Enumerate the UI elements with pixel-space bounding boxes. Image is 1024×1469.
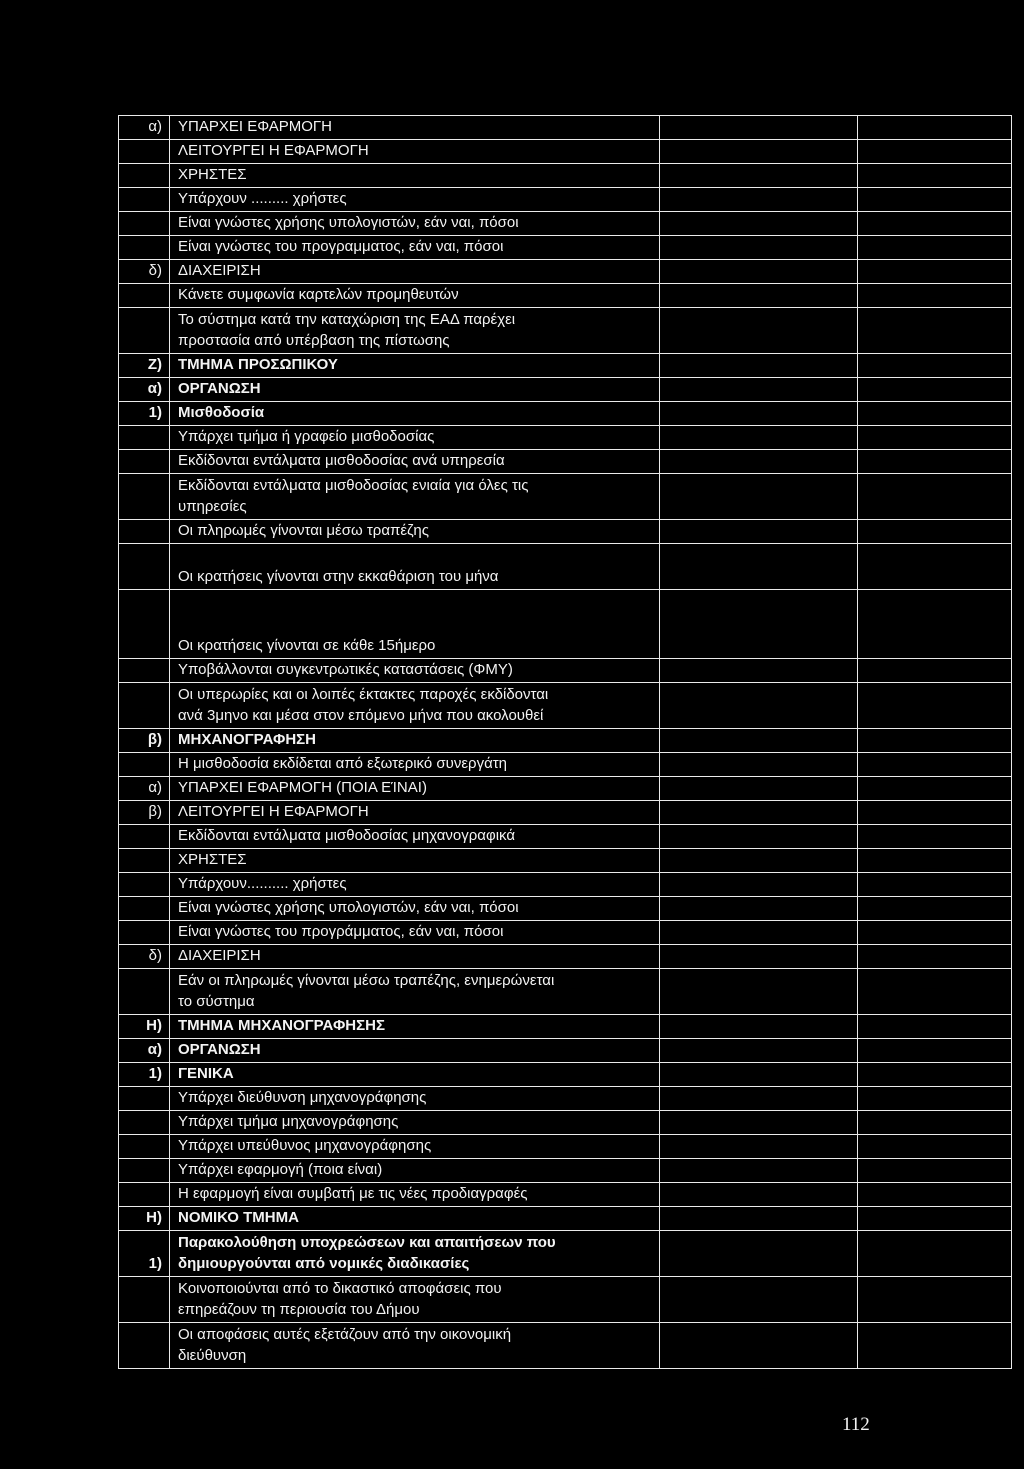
row-text bbox=[170, 474, 660, 519]
row-text-line: Οι κρατήσεις γίνονται σε κάθε 15ήμερο bbox=[178, 637, 436, 654]
row-text-line: Οι πληρωμές γίνονται μέσω τραπέζης bbox=[178, 522, 429, 539]
answer-cell bbox=[660, 260, 858, 283]
section-heading-row bbox=[119, 1063, 1011, 1087]
section-heading-row bbox=[119, 1207, 1011, 1231]
remarks-cell bbox=[858, 1111, 1011, 1134]
row-label: α) bbox=[119, 777, 170, 800]
row-text-line: προστασία από υπέρβαση της πίστωσης bbox=[178, 332, 450, 349]
row-text-line: Η μισθοδοσία εκδίδεται από εξωτερικό συνεργάτη bbox=[178, 755, 508, 772]
remarks-cell bbox=[858, 308, 1011, 353]
row-text-line: Είναι γνώστες του προγράμματος, εάν ναι, πόσοι bbox=[178, 923, 504, 940]
row-text-line: ΧΡΗΣΤΕΣ bbox=[178, 851, 247, 868]
row-text-line: δημιουργούνται από νομικές διαδικασίες bbox=[178, 1255, 470, 1272]
row-label: α) bbox=[119, 116, 170, 139]
answer-cell bbox=[660, 590, 858, 658]
row-text bbox=[170, 284, 660, 307]
answer-cell bbox=[660, 921, 858, 944]
answer-cell bbox=[660, 116, 858, 139]
row-label bbox=[119, 544, 170, 589]
remarks-cell bbox=[858, 729, 1011, 752]
answer-cell bbox=[660, 777, 858, 800]
answer-cell bbox=[660, 1087, 858, 1110]
table-row bbox=[119, 426, 1011, 450]
remarks-cell bbox=[858, 849, 1011, 872]
row-text-line: ΔΙΑΧΕΙΡΙΣΗ bbox=[178, 262, 261, 279]
remarks-cell bbox=[858, 140, 1011, 163]
remarks-cell bbox=[858, 426, 1011, 449]
answer-cell bbox=[660, 825, 858, 848]
row-label bbox=[119, 188, 170, 211]
table-row bbox=[119, 1087, 1011, 1111]
table-row bbox=[119, 1111, 1011, 1135]
row-label: α) bbox=[119, 378, 170, 401]
remarks-cell bbox=[858, 1087, 1011, 1110]
row-text-line: Κοινοποιούνται από το δικαστικό αποφάσεις που bbox=[178, 1280, 502, 1297]
remarks-cell bbox=[858, 212, 1011, 235]
answer-cell bbox=[660, 873, 858, 896]
remarks-cell bbox=[858, 354, 1011, 377]
section-heading-row bbox=[119, 729, 1011, 753]
row-text bbox=[170, 659, 660, 682]
row-text bbox=[170, 1111, 660, 1134]
answer-cell bbox=[660, 1183, 858, 1206]
row-text bbox=[170, 450, 660, 473]
row-text bbox=[170, 590, 660, 658]
row-label: 1) bbox=[119, 1063, 170, 1086]
row-text bbox=[170, 897, 660, 920]
row-label bbox=[119, 873, 170, 896]
table-row bbox=[119, 260, 1011, 284]
table-row bbox=[119, 1159, 1011, 1183]
row-label: Η) bbox=[119, 1207, 170, 1230]
table-row bbox=[119, 450, 1011, 474]
page-number: 112 bbox=[842, 1414, 870, 1435]
remarks-cell bbox=[858, 945, 1011, 968]
row-text bbox=[170, 236, 660, 259]
row-label bbox=[119, 897, 170, 920]
row-label bbox=[119, 236, 170, 259]
row-text bbox=[170, 729, 660, 752]
row-text bbox=[170, 1135, 660, 1158]
row-text-line: ΜΗΧΑΝΟΓΡΑΦΗΣΗ bbox=[178, 731, 316, 748]
table-row bbox=[119, 683, 1011, 729]
row-label bbox=[119, 520, 170, 543]
row-text-line: ΔΙΑΧΕΙΡΙΣΗ bbox=[178, 947, 261, 964]
remarks-cell bbox=[858, 683, 1011, 728]
remarks-cell bbox=[858, 1323, 1011, 1368]
remarks-cell bbox=[858, 544, 1011, 589]
table-row bbox=[119, 1323, 1011, 1369]
row-text bbox=[170, 777, 660, 800]
table-row bbox=[119, 897, 1011, 921]
remarks-cell bbox=[858, 1015, 1011, 1038]
remarks-cell bbox=[858, 1039, 1011, 1062]
answer-cell bbox=[660, 683, 858, 728]
row-label bbox=[119, 1183, 170, 1206]
row-text-line: Υπάρχει υπεύθυνος μηχανογράφησης bbox=[178, 1137, 432, 1154]
row-text-line: Είναι γνώστες του προγραμματος, εάν ναι, πόσοι bbox=[178, 238, 504, 255]
row-label bbox=[119, 969, 170, 1014]
answer-cell bbox=[660, 1159, 858, 1182]
remarks-cell bbox=[858, 1183, 1011, 1206]
remarks-cell bbox=[858, 260, 1011, 283]
answer-cell bbox=[660, 474, 858, 519]
row-text bbox=[170, 1039, 660, 1062]
row-label bbox=[119, 683, 170, 728]
table-row bbox=[119, 544, 1011, 590]
row-text-line: Οι κρατήσεις γίνονται στην εκκαθάριση του μήνα bbox=[178, 568, 499, 585]
row-text-line: επηρεάζουν τη περιουσία του Δήμου bbox=[178, 1301, 420, 1318]
row-text-line: υπηρεσίες bbox=[178, 498, 247, 515]
row-text-line: Κάνετε συμφωνία καρτελών προμηθευτών bbox=[178, 286, 459, 303]
row-label bbox=[119, 1277, 170, 1322]
row-text-line: Παρακολούθηση υποχρεώσεων και απαιτήσεων που bbox=[178, 1234, 556, 1251]
remarks-cell bbox=[858, 1207, 1011, 1230]
row-label bbox=[119, 284, 170, 307]
answer-cell bbox=[660, 1135, 858, 1158]
remarks-cell bbox=[858, 1063, 1011, 1086]
table-row bbox=[119, 1277, 1011, 1323]
section-heading-row bbox=[119, 1039, 1011, 1063]
table-row bbox=[119, 777, 1011, 801]
section-heading-row bbox=[119, 354, 1011, 378]
row-text bbox=[170, 544, 660, 589]
section-heading-row bbox=[119, 1015, 1011, 1039]
remarks-cell bbox=[858, 753, 1011, 776]
remarks-cell bbox=[858, 520, 1011, 543]
remarks-cell bbox=[858, 1159, 1011, 1182]
row-text-line: ανά 3μηνο και μέσα στον επόμενο μήνα που ακολουθεί bbox=[178, 707, 544, 724]
row-label bbox=[119, 825, 170, 848]
row-text bbox=[170, 308, 660, 353]
remarks-cell bbox=[858, 236, 1011, 259]
remarks-cell bbox=[858, 969, 1011, 1014]
section-heading-row bbox=[119, 378, 1011, 402]
row-text bbox=[170, 164, 660, 187]
table-row bbox=[119, 236, 1011, 260]
row-text bbox=[170, 140, 660, 163]
row-label bbox=[119, 450, 170, 473]
answer-cell bbox=[660, 1231, 858, 1276]
row-label bbox=[119, 1323, 170, 1368]
row-text-line: διεύθυνση bbox=[178, 1347, 247, 1364]
row-text bbox=[170, 801, 660, 824]
row-text-line: Οι υπερωρίες και οι λοιπές έκτακτες παροχές εκδίδονται bbox=[178, 686, 549, 703]
row-label: 1) bbox=[119, 1231, 170, 1276]
table-row bbox=[119, 590, 1011, 659]
table-row bbox=[119, 520, 1011, 544]
row-text-line: Υπάρχουν ......... χρήστες bbox=[178, 190, 347, 207]
row-text bbox=[170, 260, 660, 283]
row-text bbox=[170, 520, 660, 543]
row-text bbox=[170, 426, 660, 449]
answer-cell bbox=[660, 849, 858, 872]
row-label bbox=[119, 1135, 170, 1158]
remarks-cell bbox=[858, 284, 1011, 307]
row-text-line: ΤΜΗΜΑ ΠΡΟΣΩΠΙΚΟΥ bbox=[178, 356, 338, 373]
row-text-line: ΛΕΙΤΟΥΡΓΕΙ Η ΕΦΑΡΜΟΓΗ bbox=[178, 142, 369, 159]
row-text bbox=[170, 1015, 660, 1038]
row-label: δ) bbox=[119, 260, 170, 283]
remarks-cell bbox=[858, 659, 1011, 682]
row-text bbox=[170, 212, 660, 235]
remarks-cell bbox=[858, 777, 1011, 800]
remarks-cell bbox=[858, 1231, 1011, 1276]
answer-cell bbox=[660, 544, 858, 589]
row-label bbox=[119, 212, 170, 235]
table-row bbox=[119, 921, 1011, 945]
answer-cell bbox=[660, 801, 858, 824]
row-text-line: Το σύστημα κατά την καταχώριση της ΕΑΔ παρέχει bbox=[178, 311, 516, 328]
row-label bbox=[119, 590, 170, 658]
row-label: 1) bbox=[119, 402, 170, 425]
row-label: α) bbox=[119, 1039, 170, 1062]
row-text bbox=[170, 1063, 660, 1086]
table-row bbox=[119, 1183, 1011, 1207]
table-row bbox=[119, 284, 1011, 308]
answer-cell bbox=[660, 140, 858, 163]
answer-cell bbox=[660, 284, 858, 307]
answer-cell bbox=[660, 1207, 858, 1230]
answer-cell bbox=[660, 945, 858, 968]
remarks-cell bbox=[858, 897, 1011, 920]
row-text-line: ΧΡΗΣΤΕΣ bbox=[178, 166, 247, 183]
row-text bbox=[170, 116, 660, 139]
remarks-cell bbox=[858, 921, 1011, 944]
answer-cell bbox=[660, 1015, 858, 1038]
row-text bbox=[170, 354, 660, 377]
remarks-cell bbox=[858, 116, 1011, 139]
row-text-line: Οι αποφάσεις αυτές εξετάζουν από την οικονομική bbox=[178, 1326, 512, 1343]
table-row bbox=[119, 116, 1011, 140]
answer-cell bbox=[660, 1277, 858, 1322]
row-text bbox=[170, 945, 660, 968]
row-text bbox=[170, 1323, 660, 1368]
table-row bbox=[119, 1135, 1011, 1159]
row-text bbox=[170, 1231, 660, 1276]
row-text-line: Υπάρχει τμήμα μηχανογράφησης bbox=[178, 1113, 399, 1130]
answer-cell bbox=[660, 378, 858, 401]
answer-cell bbox=[660, 969, 858, 1014]
table-row bbox=[119, 873, 1011, 897]
remarks-cell bbox=[858, 1277, 1011, 1322]
row-text-line: Υποβάλλονται συγκεντρωτικές καταστάσεις (ΦΜΥ) bbox=[178, 661, 513, 678]
answer-cell bbox=[660, 520, 858, 543]
row-text-line: Υπάρχει διεύθυνση μηχανογράφησης bbox=[178, 1089, 427, 1106]
row-text bbox=[170, 873, 660, 896]
answer-cell bbox=[660, 188, 858, 211]
table-row bbox=[119, 753, 1011, 777]
row-text-line: Υπάρχουν.......... χρήστες bbox=[178, 875, 347, 892]
row-label: δ) bbox=[119, 945, 170, 968]
answer-cell bbox=[660, 1063, 858, 1086]
table-row bbox=[119, 140, 1011, 164]
answer-cell bbox=[660, 1039, 858, 1062]
row-text bbox=[170, 969, 660, 1014]
table-row bbox=[119, 308, 1011, 354]
row-label bbox=[119, 426, 170, 449]
remarks-cell bbox=[858, 1135, 1011, 1158]
row-label: β) bbox=[119, 801, 170, 824]
row-text bbox=[170, 402, 660, 425]
row-text-line: Εάν οι πληρωμές γίνονται μέσω τραπέζης, ενημερώνεται bbox=[178, 972, 555, 989]
remarks-cell bbox=[858, 825, 1011, 848]
row-label: Η) bbox=[119, 1015, 170, 1038]
section-heading-row bbox=[119, 402, 1011, 426]
table-row bbox=[119, 474, 1011, 520]
row-text-line: ΥΠΑΡΧΕΙ ΕΦΑΡΜΟΓΗ bbox=[178, 118, 332, 135]
row-text bbox=[170, 825, 660, 848]
row-label: β) bbox=[119, 729, 170, 752]
row-text bbox=[170, 1183, 660, 1206]
table-row bbox=[119, 801, 1011, 825]
row-label bbox=[119, 1087, 170, 1110]
row-label bbox=[119, 1111, 170, 1134]
table-row bbox=[119, 969, 1011, 1015]
answer-cell bbox=[660, 1323, 858, 1368]
row-label: Ζ) bbox=[119, 354, 170, 377]
row-text bbox=[170, 849, 660, 872]
row-text-line: ΛΕΙΤΟΥΡΓΕΙ Η ΕΦΑΡΜΟΓΗ bbox=[178, 803, 369, 820]
answer-cell bbox=[660, 164, 858, 187]
table-row bbox=[119, 825, 1011, 849]
answer-cell bbox=[660, 236, 858, 259]
table-row bbox=[119, 212, 1011, 236]
row-text-line: Εκδίδονται εντάλματα μισθοδοσίας μηχανογραφικά bbox=[178, 827, 516, 844]
row-label bbox=[119, 308, 170, 353]
remarks-cell bbox=[858, 801, 1011, 824]
row-text-line: Εκδίδονται εντάλματα μισθοδοσίας ενιαία για όλες τις bbox=[178, 477, 529, 494]
remarks-cell bbox=[858, 188, 1011, 211]
row-label bbox=[119, 474, 170, 519]
answer-cell bbox=[660, 426, 858, 449]
row-text bbox=[170, 1277, 660, 1322]
answer-cell bbox=[660, 1111, 858, 1134]
table-row bbox=[119, 188, 1011, 212]
table-row bbox=[119, 849, 1011, 873]
row-text-line: ΓΕΝΙΚΑ bbox=[178, 1065, 234, 1082]
answer-cell bbox=[660, 729, 858, 752]
answer-cell bbox=[660, 354, 858, 377]
answer-cell bbox=[660, 753, 858, 776]
row-text-line: Εκδίδονται εντάλματα μισθοδοσίας ανά υπηρεσία bbox=[178, 452, 505, 469]
row-text-line: Υπάρχει τμήμα ή γραφείο μισθοδοσίας bbox=[178, 428, 435, 445]
remarks-cell bbox=[858, 402, 1011, 425]
row-label bbox=[119, 753, 170, 776]
remarks-cell bbox=[858, 873, 1011, 896]
row-text bbox=[170, 921, 660, 944]
row-label bbox=[119, 140, 170, 163]
row-text-line: Είναι γνώστες χρήσης υπολογιστών, εάν ναι, πόσοι bbox=[178, 899, 519, 916]
answer-cell bbox=[660, 659, 858, 682]
row-text-line: το σύστημα bbox=[178, 993, 255, 1010]
answer-cell bbox=[660, 308, 858, 353]
row-text bbox=[170, 188, 660, 211]
row-text bbox=[170, 1207, 660, 1230]
row-text-line: Υπάρχει εφαρμογή (ποια είναι) bbox=[178, 1161, 383, 1178]
answer-cell bbox=[660, 402, 858, 425]
row-label bbox=[119, 659, 170, 682]
answer-cell bbox=[660, 450, 858, 473]
row-label bbox=[119, 849, 170, 872]
section-heading-row bbox=[119, 1231, 1011, 1277]
row-text-line: Είναι γνώστες χρήσης υπολογιστών, εάν ναι, πόσοι bbox=[178, 214, 519, 231]
table-row bbox=[119, 659, 1011, 683]
row-text bbox=[170, 1087, 660, 1110]
remarks-cell bbox=[858, 450, 1011, 473]
answer-cell bbox=[660, 897, 858, 920]
row-text-line: ΟΡΓΑΝΩΣΗ bbox=[178, 1041, 261, 1058]
row-label bbox=[119, 164, 170, 187]
table-row bbox=[119, 164, 1011, 188]
row-text-line: Μισθοδοσία bbox=[178, 404, 265, 421]
row-text-line: ΟΡΓΑΝΩΣΗ bbox=[178, 380, 261, 397]
row-text bbox=[170, 378, 660, 401]
checklist-table bbox=[118, 115, 1012, 1369]
remarks-cell bbox=[858, 474, 1011, 519]
row-text bbox=[170, 753, 660, 776]
row-text bbox=[170, 1159, 660, 1182]
remarks-cell bbox=[858, 590, 1011, 658]
row-text bbox=[170, 683, 660, 728]
row-label bbox=[119, 1159, 170, 1182]
remarks-cell bbox=[858, 164, 1011, 187]
table-row bbox=[119, 945, 1011, 969]
row-text-line: ΤΜΗΜΑ ΜΗΧΑΝΟΓΡΑΦΗΣΗΣ bbox=[178, 1017, 385, 1034]
row-label bbox=[119, 921, 170, 944]
row-text-line: ΥΠΑΡΧΕΙ ΕΦΑΡΜΟΓΗ (ΠΟΙΑ ΕΊΝΑΙ) bbox=[178, 779, 427, 796]
remarks-cell bbox=[858, 378, 1011, 401]
answer-cell bbox=[660, 212, 858, 235]
row-text-line: Η εφαρμογή είναι συμβατή με τις νέες προδιαγραφές bbox=[178, 1185, 528, 1202]
row-text-line: ΝΟΜΙΚΟ ΤΜΗΜΑ bbox=[178, 1209, 299, 1226]
